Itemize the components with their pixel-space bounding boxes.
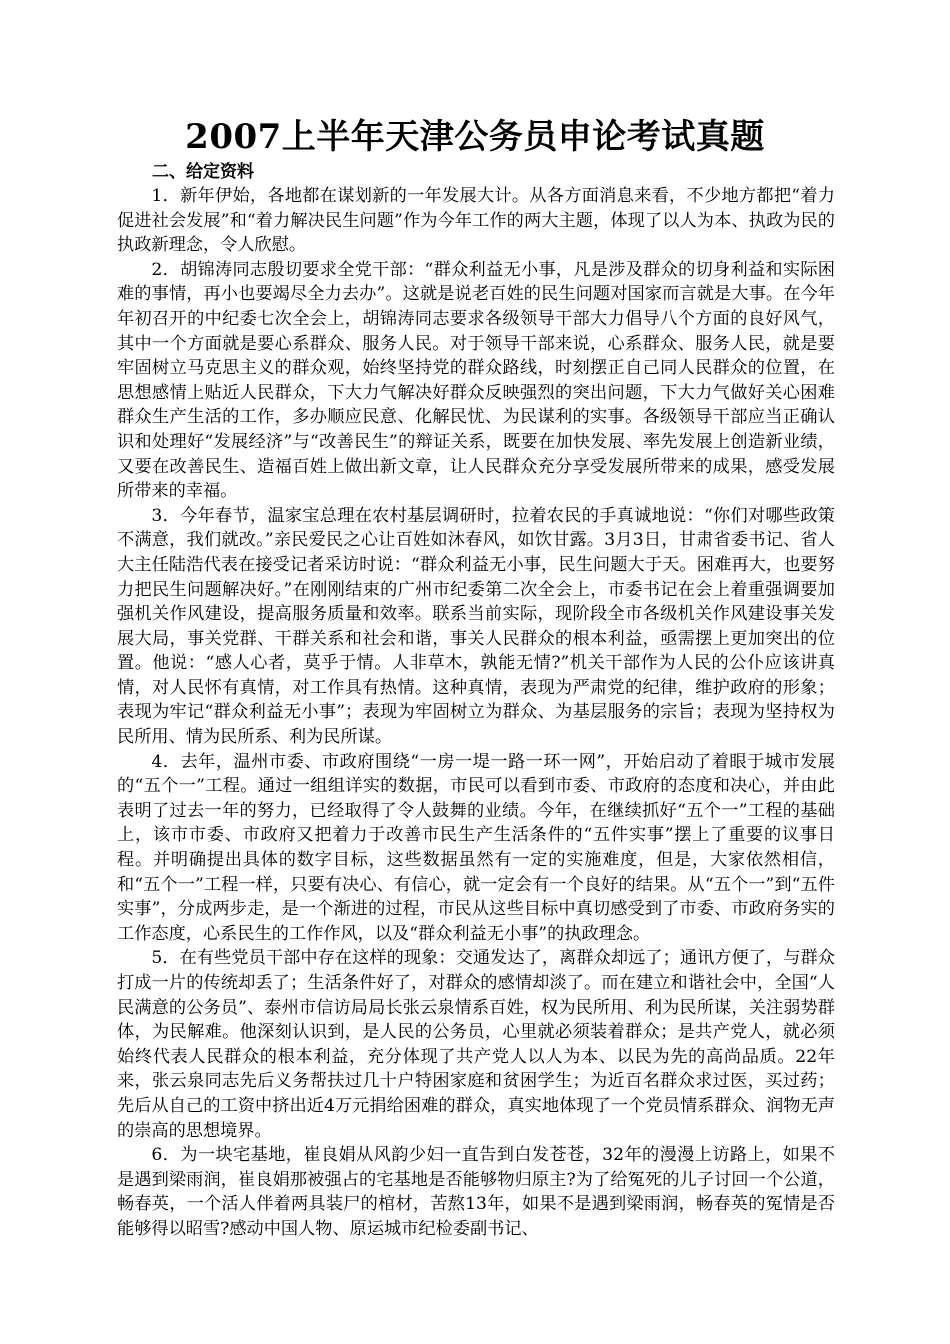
- section-heading: 二、给定资料: [152, 162, 254, 182]
- paragraph-2: 2．胡锦涛同志殷切要求全党干部：“群众利益无小事，凡是涉及群众的切身利益和实际困难的事情，再小也要竭尽全力去办”。这就是说老百姓的民生问题对国家而言就是大事。在今年年初召开的中纪委七次全会上，胡锦涛同志要求各级领导干部大力倡导八个方面的良好风气，其中一个方面就是要心系群众、服务人民。对于领导干部来说，心系群众、服务人民，就是要牢固树立马克思主义的群众观，始终坚持党的群众路线，时刻摆正自己同人民群众的位置，在思想感情上贴近人民群众，下大力气解决好群众反映强烈的突出问题，下大力气做好关心困难群众生产生活的工作，多办顺应民意、化解民忧、为民谋利的实事。各级领导干部应当正确认识和处理好“发展经济”与“改善民生”的辩证关系，既要在加快发展、率先发展上创造新业绩，又要在改善民生、造福百姓上做出新文章，让人民群众充分享受发展所带来的成果，感受发展所带来的幸福。: [117, 259, 835, 502]
- paragraph-1: 1．新年伊始，各地都在谋划新的一年发展大计。从各方面消息来看，不少地方都把“着力促进社会发展”和“着力解决民生问题”作为今年工作的两大主题，体现了以人为本、执政为民的执政新理念，令人欣慰。: [117, 186, 835, 256]
- paragraph-4: 4．去年，温州市委、市政府围绕“一房一堤一路一环一网”，开始启动了着眼于城市发展的“五个一”工程。通过一组组详实的数据，市民可以看到市委、市政府的态度和决心，并由此表明了过去一年的努力，已经取得了令人鼓舞的业绩。今年，在继续抓好“五个一”工程的基础上，该市市委、市政府又把着力于改善市民生产生活条件的“五件实事”摆上了重要的议事日程。并明确提出具体的数字目标，这些数据虽然有一定的实施难度，但是，大家依然相信，和“五个一”工程一样，只要有决心、有信心，就一定会有一个良好的结果。从“五个一”到“五件实事”，分成两步走，是一个渐进的过程，市民从这些目标中真切感受到了市委、市政府务实的工作态度，心系民生的工作作风，以及“群众利益无小事”的执政理念。: [117, 751, 835, 944]
- paragraph-6: 6．为一块宅基地，崔良娟从风韵少妇一直告到白发苍苍，32年的漫漫上访路上，如果不是遇到梁雨润，崔良娟那被强占的宅基地是否能够物归原主?为了给冤死的儿子讨回一个公道，畅春英，一个活人伴着两具装尸的棺材，苦熬13年，如果不是遇到梁雨润，畅春英的冤情是否能够得以昭雪?感动中国人物、原运城市纪检委副书记、: [117, 1145, 835, 1239]
- paragraph-3: 3．今年春节，温家宝总理在农村基层调研时，拉着农民的手真诚地说：“你们对哪些政策不满意，我们就改。”亲民爱民之心让百姓如沐春风，如饮甘露。3月3日，甘肃省委书记、省人大主任陆浩代表在接受记者采访时说：“群众利益无小事，民生问题大于天。困难再大，也要努力把民生问题解决好。”在刚刚结束的广州市纪委第二次全会上，市委书记在会上着重强调要加强机关作风建设，提高服务质量和效率。联系当前实际，现阶段全市各级机关作风建设事关发展大局，事关党群、干群关系和社会和谐，事关人民群众的根本利益，亟需摆上更加突出的位置。他说：“感人心者，莫乎于情。人非草木，孰能无情?”机关干部作为人民的公仆应该讲真情，对人民怀有真情，对工作具有热情。这种真情，表现为严肃党的纪律，维护政府的形象；表现为牢记“群众利益无小事”；表现为牢固树立为群众、为基层服务的宗旨；表现为坚持权为民所用、情为民所系、利为民所谋。: [117, 505, 835, 748]
- document-body: [117, 184, 835, 1242]
- paragraph-5: 5．在有些党员干部中存在这样的现象：交通发达了，离群众却远了；通讯方便了，与群众打成一片的传统却丢了；生活条件好了，对群众的感情却淡了。而在建立和谐社会中，全国“人民满意的公务员”、泰州市信访局局长张云泉情系百姓，权为民所用、利为民所谋，关注弱势群体，为民解难。他深刻认识到，是人民的公务员，心里就必须装着群众；是共产党人，就必须始终代表人民群众的根本利益，充分体现了共产党人以人为本、以民为先的高尚品质。22年来，张云泉同志先后义务帮扶过几十户特困家庭和贫困学生；为近百名群众求过医，买过药；先后从自己的工资中挤出近4万元捐给困难的群众，真实地体现了一个党员情系群众、润物无声的崇高的思想境界。: [117, 948, 835, 1141]
- document-title: 2007上半年天津公务员申论考试真题: [185, 117, 765, 157]
